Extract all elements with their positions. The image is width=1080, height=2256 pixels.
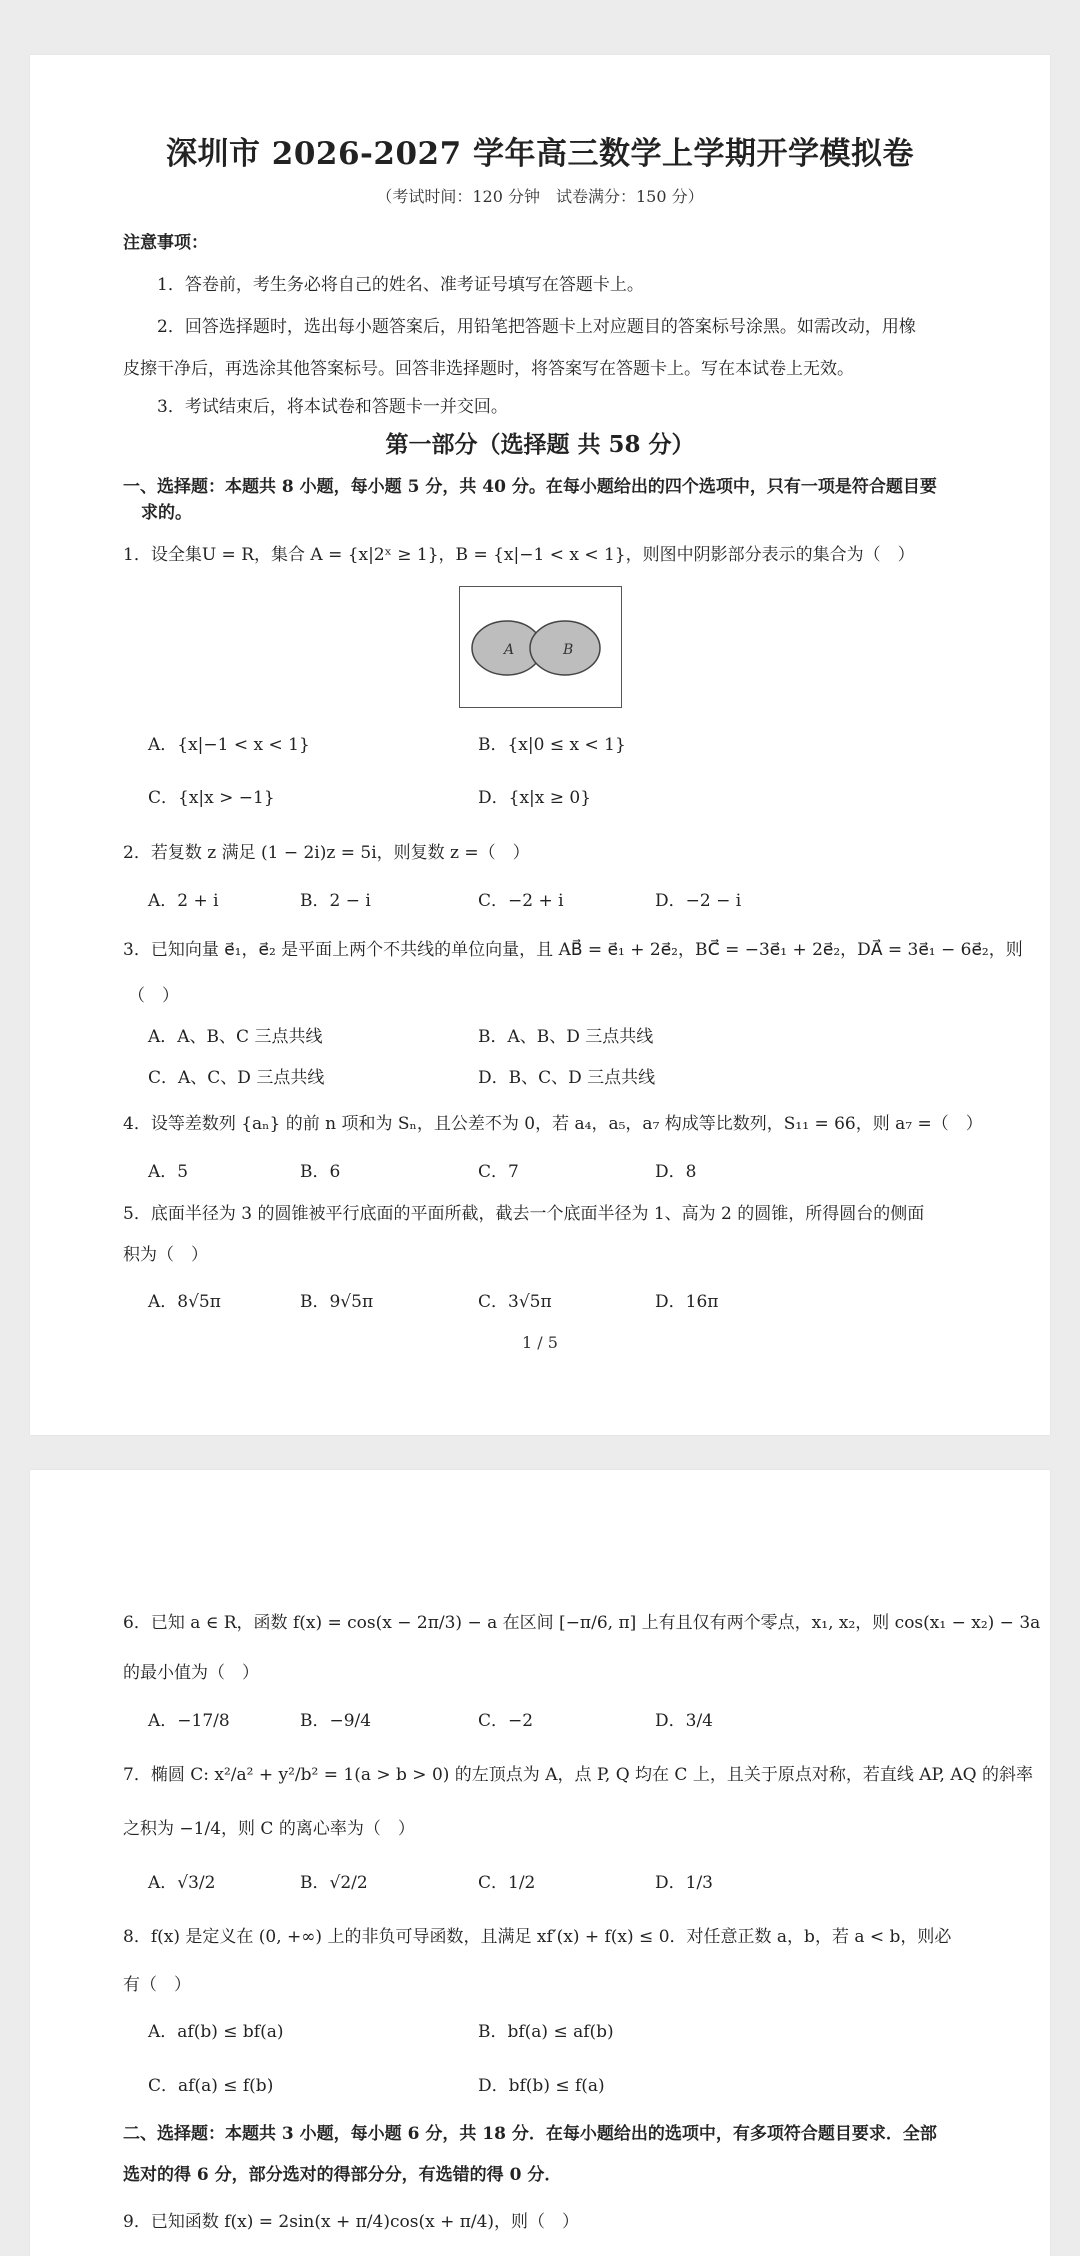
q6-stem-line-1: 6．已知 a ∈ R，函数 f(x) = cos(x − 2π/3) − a 在区间 [−π/6, π] 上有且仅有两个零点，x₁, x₂，则 cos(x₁ − x₂) − 3a bbox=[123, 1613, 1041, 1633]
q8-option-b[interactable]: B．bf(a) ≤ af(b) bbox=[478, 2022, 614, 2042]
q9-stem: 9．已知函数 f(x) = 2sin(x + π/4)cos(x + π/4)，则（ ） bbox=[123, 2212, 580, 2232]
q8-option-a[interactable]: A．af(b) ≤ bf(a) bbox=[148, 2022, 284, 2042]
q8-option-c[interactable]: C．af(a) ≤ f(b) bbox=[148, 2076, 274, 2096]
section2-line-2: 选对的得 6 分，部分选对的得部分分，有选错的得 0 分． bbox=[123, 2165, 562, 2185]
q6-option-d[interactable]: D．3/4 bbox=[655, 1711, 713, 1731]
part1-title: 第一部分（选择题 共 58 分） bbox=[385, 431, 695, 458]
q2-option-b[interactable]: B．2 − i bbox=[300, 891, 371, 911]
q4-option-b[interactable]: B．6 bbox=[300, 1162, 341, 1182]
q5-option-b[interactable]: B．9√5π bbox=[300, 1292, 374, 1312]
exam-subtitle: （考试时间：120 分钟 试卷满分：150 分） bbox=[376, 187, 704, 206]
venn-label-b: B bbox=[563, 642, 574, 658]
q5-option-c[interactable]: C．3√5π bbox=[478, 1292, 552, 1312]
q4-option-c[interactable]: C．7 bbox=[478, 1162, 519, 1182]
q1-option-c[interactable]: C．{x|x > −1} bbox=[148, 788, 275, 808]
q5-stem-line-2: 积为（ ） bbox=[123, 1245, 208, 1265]
q6-option-b[interactable]: B．−9/4 bbox=[300, 1711, 372, 1731]
q7-stem-line-1: 7．椭圆 C: x²/a² + y²/b² = 1(a > b > 0) 的左顶点为 A，点 P, Q 均在 C 上，且关于原点对称，若直线 AP, AQ 的斜率 bbox=[123, 1765, 1033, 1785]
q5-stem-line-1: 5．底面半径为 3 的圆锥被平行底面的平面所截，截去一个底面半径为 1、高为 2 的圆锥，所得圆台的侧面 bbox=[123, 1204, 925, 1224]
q5-option-a[interactable]: A．8√5π bbox=[148, 1292, 221, 1312]
notice-heading: 注意事项： bbox=[123, 233, 208, 253]
notice-item-2-line-1: 2．回答选择题时，选出每小题答案后，用铅笔把答题卡上对应题目的答案标号涂黑。如需改动，用橡 bbox=[157, 317, 916, 337]
q2-option-d[interactable]: D．−2 − i bbox=[655, 891, 742, 911]
notice-item-3: 3．考试结束后，将本试卷和答题卡一并交回。 bbox=[157, 397, 508, 417]
q3-option-b[interactable]: B．A、B、D 三点共线 bbox=[478, 1027, 654, 1047]
q7-option-d[interactable]: D．1/3 bbox=[655, 1873, 713, 1893]
q6-option-a[interactable]: A．−17/8 bbox=[148, 1711, 230, 1731]
q6-option-c[interactable]: C．−2 bbox=[478, 1711, 534, 1731]
q3-paren: （ ） bbox=[128, 986, 179, 1006]
q7-option-b[interactable]: B．√2/2 bbox=[300, 1873, 368, 1893]
page-number: 1 / 5 bbox=[522, 1333, 558, 1352]
q8-option-d[interactable]: D．bf(b) ≤ f(a) bbox=[478, 2076, 605, 2096]
q5-option-d[interactable]: D．16π bbox=[655, 1292, 719, 1312]
q4-option-d[interactable]: D．8 bbox=[655, 1162, 697, 1182]
q4-stem: 4．设等差数列 {aₙ} 的前 n 项和为 Sₙ，且公差不为 0，若 a₄，a₅，a₇ 构成等比数列，S₁₁ = 66，则 a₇ =（ ） bbox=[123, 1114, 983, 1134]
venn-label-a: A bbox=[504, 642, 515, 658]
q1-stem: 1．设全集U = R，集合 A = {x|2ˣ ≥ 1}，B = {x|−1 < x < 1}，则图中阴影部分表示的集合为（ ） bbox=[123, 545, 915, 565]
q1-option-b[interactable]: B．{x|0 ≤ x < 1} bbox=[478, 735, 626, 755]
q8-stem-line-1: 8．f(x) 是定义在 (0, +∞) 上的非负可导函数，且满足 xf′(x) + f(x) ≤ 0．对任意正数 a，b，若 a < b，则必 bbox=[123, 1927, 952, 1947]
q7-option-c[interactable]: C．1/2 bbox=[478, 1873, 536, 1893]
q2-option-c[interactable]: C．−2 + i bbox=[478, 891, 564, 911]
venn-diagram bbox=[459, 586, 622, 708]
notice-item-1: 1．答卷前，考生务必将自己的姓名、准考证号填写在答题卡上。 bbox=[157, 275, 644, 295]
section2-line-1: 二、选择题：本题共 3 小题，每小题 6 分，共 18 分．在每小题给出的选项中，有多项符合题目要求．全部 bbox=[123, 2124, 937, 2144]
section1-line-1: 一、选择题：本题共 8 小题，每小题 5 分，共 40 分。在每小题给出的四个选项中，只有一项是符合题目要 bbox=[123, 477, 937, 497]
q1-option-d[interactable]: D．{x|x ≥ 0} bbox=[478, 788, 592, 808]
exam-title: 深圳市 2026-2027 学年高三数学上学期开学模拟卷 bbox=[165, 136, 914, 172]
notice-item-2-line-2: 皮擦干净后，再选涂其他答案标号。回答非选择题时，将答案写在答题卡上。写在本试卷上无效。 bbox=[123, 359, 854, 379]
q3-stem: 3．已知向量 e⃗₁，e⃗₂ 是平面上两个不共线的单位向量，且 AB⃗ = e⃗₁ + 2e⃗₂，BC⃗ = −3e⃗₁ + 2e⃗₂，DA⃗ = 3e⃗₁ − 6e⃗₂，则 bbox=[123, 940, 1023, 960]
q4-option-a[interactable]: A．5 bbox=[148, 1162, 189, 1182]
q7-stem-line-2: 之积为 −1/4，则 C 的离心率为（ ） bbox=[123, 1819, 415, 1839]
q1-option-a[interactable]: A．{x|−1 < x < 1} bbox=[148, 735, 310, 755]
section1-line-2: 求的。 bbox=[141, 503, 192, 523]
q7-option-a[interactable]: A．√3/2 bbox=[148, 1873, 216, 1893]
q8-stem-line-2: 有（ ） bbox=[123, 1975, 191, 1995]
q2-stem: 2．若复数 z 满足 (1 − 2i)z = 5i，则复数 z =（ ） bbox=[123, 843, 530, 863]
q3-option-a[interactable]: A．A、B、C 三点共线 bbox=[148, 1027, 323, 1047]
q3-option-c[interactable]: C．A、C、D 三点共线 bbox=[148, 1068, 325, 1088]
q6-stem-line-2: 的最小值为（ ） bbox=[123, 1663, 259, 1683]
q3-option-d[interactable]: D．B、C、D 三点共线 bbox=[478, 1068, 656, 1088]
q2-option-a[interactable]: A．2 + i bbox=[148, 891, 219, 911]
